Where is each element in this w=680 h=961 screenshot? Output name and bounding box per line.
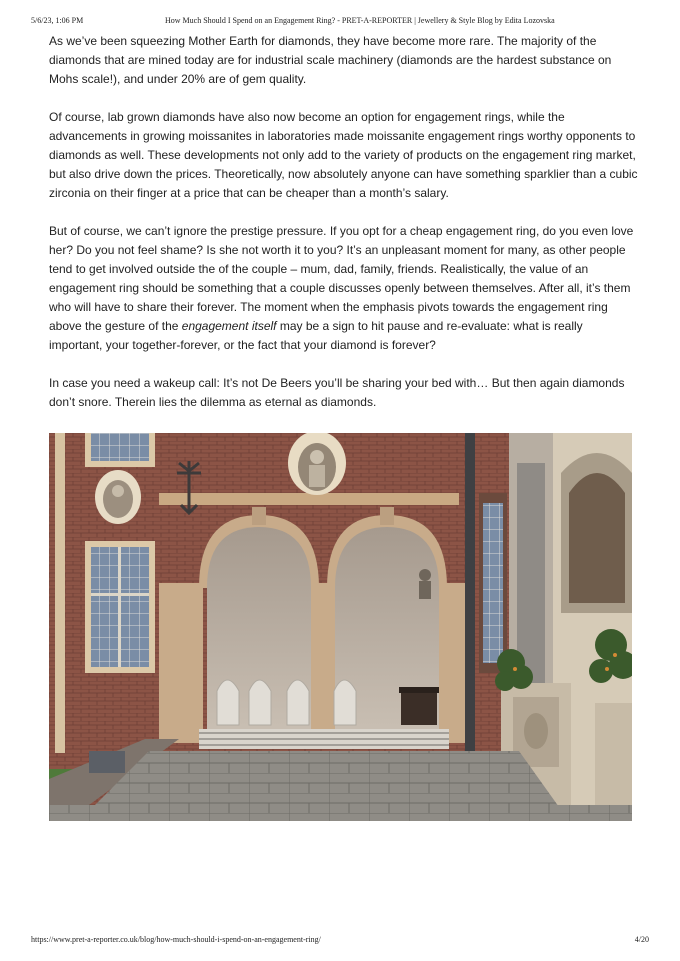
print-footer [31, 935, 649, 947]
paragraph-2: Of course, lab grown diamonds have also now become an option for engagement rings, while the advancements in growing moissanites in laboratories made moissanite engagement rings worthy opponents to diamonds as well. These developments not only add to the variety of products on the engagement ring market, but also drive down the prices. Theoretically, now absolutely anyone can have something sparklier than a cubic zirconia on their finger at a price that can be cheaper than a month’s salary. [49, 110, 638, 200]
print-url: https://www.pret-a-reporter.co.uk/blog/how-much-should-i-spend-on-an-engagement-ring/ [31, 935, 321, 944]
paragraph-3-text-a: But of course, we can’t ignore the prestige pressure. If you opt for a cheap engagement ring, do you even love her? Do you not feel shame? Is she not worth it to you? It’s an unpleasant moment for many, as other people tend to get involved outside the of the couple – mum, dad, family, friends. Realistically, the value of an engagement ring should be something that a couple discusses openly between themselves. After all, it’s them who will have to share their forever. The moment when the emphasis pivots towards the engagement ring above the gesture of the [49, 224, 634, 333]
print-page-title: How Much Should I Spend on an Engagement Ring? - PRET-A-REPORTER | Jewellery & Style Blog by Edita Lozovska [165, 16, 555, 25]
paragraph-4: In case you need a wakeup call: It’s not De Beers you’ll be sharing your bed with… But then again diamonds don’t snore. Therein lies the dilemma as eternal as diamonds. [49, 376, 625, 409]
article-body [49, 32, 639, 431]
article-photo [49, 433, 632, 821]
print-header [31, 16, 649, 28]
paragraph-1: As we’ve been squeezing Mother Earth for diamonds, they have become more rare. The majority of the diamonds that are mined today are for industrial scale machinery (diamonds are the hardest substance on Mohs scale!), and under 20% are of gem quality. [49, 34, 612, 86]
paragraph-3-emphasis: engagement itself [181, 319, 277, 333]
photo-brick-courtyard-arches [49, 433, 632, 821]
print-date: 5/6/23, 1:06 PM [31, 16, 84, 25]
paragraph-3-text-b: may be a sign to hit pause and re-evaluate: what is really important, your together-forever, or the fact that your diamond is forever? [49, 319, 583, 352]
print-page-number: 4/20 [634, 935, 649, 944]
paragraph-3 [49, 222, 639, 355]
